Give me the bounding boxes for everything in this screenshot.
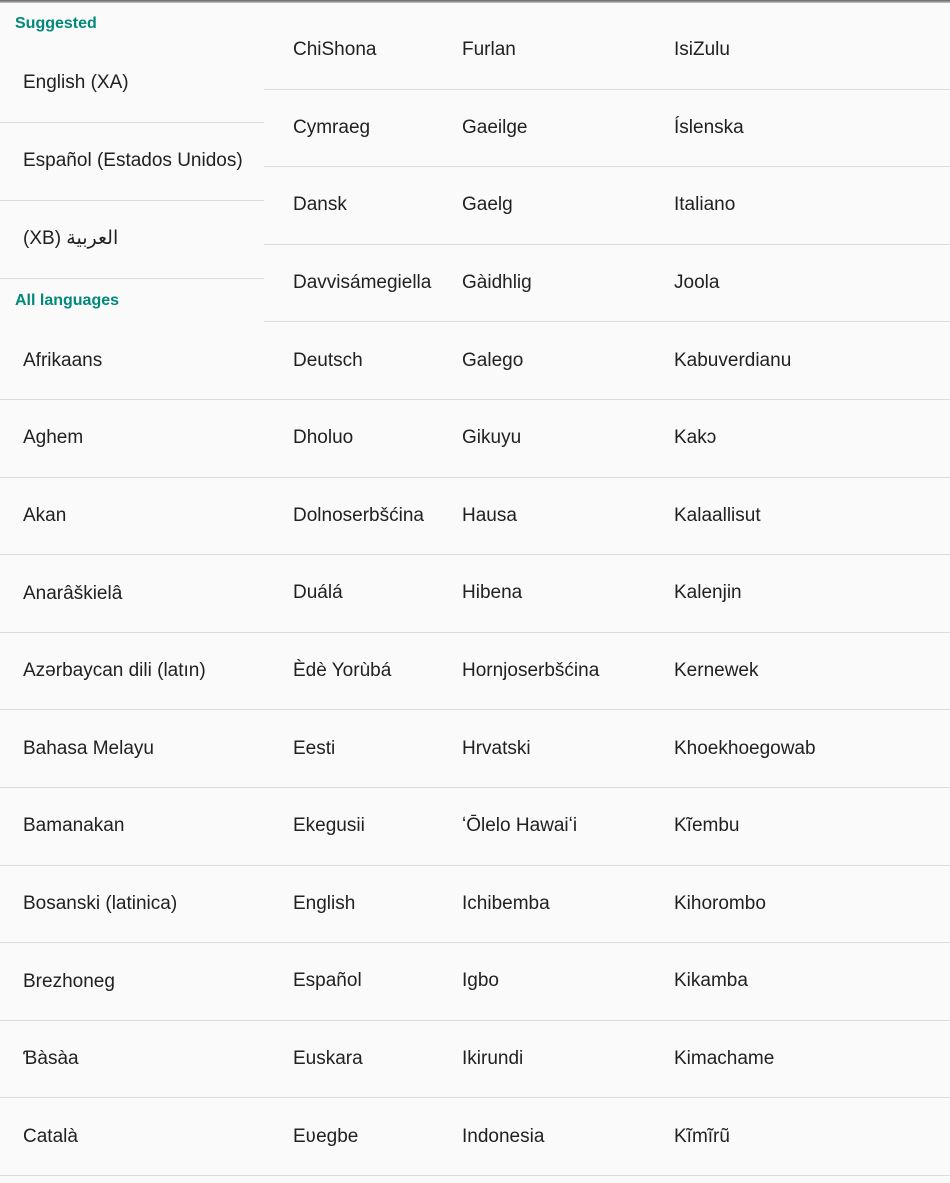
language-label: Deutsch xyxy=(293,349,363,371)
language-label: Dansk xyxy=(293,194,347,216)
language-item[interactable] xyxy=(434,555,646,633)
suggested-header: Suggested xyxy=(15,15,97,32)
language-label: Brezhoneg xyxy=(23,970,115,992)
language-item[interactable] xyxy=(434,245,646,323)
language-item[interactable] xyxy=(264,1098,434,1176)
language-label: Anarâškielâ xyxy=(23,582,123,604)
language-label: Cymraeg xyxy=(293,116,371,138)
language-label: Español (Estados Unidos) xyxy=(23,150,243,172)
language-item[interactable] xyxy=(434,1098,646,1176)
language-label: Dolnoserbšćina xyxy=(293,504,424,526)
language-label: Dholuo xyxy=(293,427,354,449)
language-label: Kihorombo xyxy=(674,892,766,914)
language-item[interactable] xyxy=(264,90,434,168)
language-item[interactable] xyxy=(646,90,950,168)
language-item[interactable] xyxy=(0,711,264,789)
language-item[interactable] xyxy=(264,245,434,323)
top-edge-shadow xyxy=(0,0,950,3)
language-item[interactable] xyxy=(646,788,950,866)
language-label: Èdè Yorùbá xyxy=(293,660,392,682)
language-item[interactable] xyxy=(646,12,950,90)
language-item[interactable] xyxy=(0,1021,264,1099)
language-label: Bamanakan xyxy=(23,815,125,837)
language-item[interactable] xyxy=(264,12,434,90)
language-label: Gàidhlig xyxy=(462,272,532,294)
language-label: Kalaallisut xyxy=(674,504,761,526)
language-label: Khoekhoegowab xyxy=(674,737,816,759)
language-item[interactable] xyxy=(434,12,646,90)
language-label: Aghem xyxy=(23,427,84,449)
language-label: Davvisámegiella xyxy=(293,272,432,294)
language-item[interactable] xyxy=(264,555,434,633)
language-item[interactable] xyxy=(264,478,434,556)
language-item[interactable] xyxy=(646,322,950,400)
language-label: Eʋegbe xyxy=(293,1125,359,1147)
language-item[interactable] xyxy=(0,633,264,711)
language-item[interactable] xyxy=(0,943,264,1021)
language-item[interactable] xyxy=(434,710,646,788)
language-item[interactable] xyxy=(264,167,434,245)
language-item[interactable] xyxy=(434,1021,646,1099)
language-label: Kimachame xyxy=(674,1048,775,1070)
language-item[interactable] xyxy=(646,866,950,944)
language-item[interactable] xyxy=(434,943,646,1021)
language-label: Kĩmĩrũ xyxy=(674,1125,730,1147)
language-item[interactable] xyxy=(0,1099,264,1177)
language-item[interactable] xyxy=(264,322,434,400)
language-label: Joola xyxy=(674,272,720,294)
suggested-item[interactable] xyxy=(0,45,264,123)
language-item[interactable] xyxy=(264,866,434,944)
language-label: Igbo xyxy=(462,970,499,992)
language-label: Ɓàsàa xyxy=(23,1048,79,1070)
language-label: Bosanski (latinica) xyxy=(23,892,178,914)
language-label: ChiShona xyxy=(293,39,377,61)
language-label: Kabuverdianu xyxy=(674,349,792,371)
language-item[interactable] xyxy=(646,943,950,1021)
language-label: Furlan xyxy=(462,39,516,61)
language-label: English xyxy=(293,892,356,914)
language-item[interactable] xyxy=(264,788,434,866)
language-item[interactable] xyxy=(646,167,950,245)
language-item[interactable] xyxy=(0,555,264,633)
language-label: Bahasa Melayu xyxy=(23,737,154,759)
language-label: Kalenjin xyxy=(674,582,742,604)
suggested-item[interactable] xyxy=(0,201,264,279)
language-label: Hibena xyxy=(462,582,523,604)
language-item[interactable] xyxy=(434,167,646,245)
language-label: Afrikaans xyxy=(23,349,103,371)
language-item[interactable] xyxy=(434,322,646,400)
language-item[interactable] xyxy=(646,1021,950,1099)
language-label: Ekegusii xyxy=(293,815,365,837)
all-languages-header: All languages xyxy=(15,292,120,309)
language-item[interactable] xyxy=(0,788,264,866)
language-label: Kakɔ xyxy=(674,427,717,449)
language-label: Català xyxy=(23,1125,78,1147)
language-item[interactable] xyxy=(264,400,434,478)
language-item[interactable] xyxy=(264,710,434,788)
language-label: Duálá xyxy=(293,582,343,604)
language-label: ʻŌlelo Hawaiʻi xyxy=(462,815,578,837)
language-item[interactable] xyxy=(0,478,264,556)
language-label: Ichibemba xyxy=(462,892,550,914)
language-label: Galego xyxy=(462,349,524,371)
language-label: Hornjoserbšćina xyxy=(462,660,600,682)
language-label: Kernewek xyxy=(674,660,759,682)
language-item[interactable] xyxy=(0,866,264,944)
language-item[interactable] xyxy=(0,323,264,401)
language-label: Eesti xyxy=(293,737,336,759)
language-label: Gaelg xyxy=(462,194,513,216)
language-label: Ikirundi xyxy=(462,1048,524,1070)
language-item[interactable] xyxy=(264,633,434,711)
language-item[interactable] xyxy=(646,400,950,478)
language-label: العربية (XB) xyxy=(23,228,119,250)
language-item[interactable] xyxy=(434,788,646,866)
language-item[interactable] xyxy=(646,555,950,633)
language-item[interactable] xyxy=(264,943,434,1021)
suggested-item[interactable] xyxy=(0,123,264,201)
language-label: Azərbaycan dili (latın) xyxy=(23,660,206,682)
language-item[interactable] xyxy=(646,245,950,323)
language-label: Hrvatski xyxy=(462,737,531,759)
language-label: Euskara xyxy=(293,1048,363,1070)
language-item[interactable] xyxy=(264,1021,434,1099)
language-item[interactable] xyxy=(646,633,950,711)
language-item[interactable] xyxy=(434,90,646,168)
language-label: IsiZulu xyxy=(674,39,730,61)
language-label: Hausa xyxy=(462,504,517,526)
language-item[interactable] xyxy=(646,478,950,556)
language-label: Gikuyu xyxy=(462,427,522,449)
language-item[interactable] xyxy=(434,400,646,478)
language-label: Akan xyxy=(23,504,67,526)
language-item[interactable] xyxy=(646,710,950,788)
language-label: Kikamba xyxy=(674,970,748,992)
language-label: Gaeilge xyxy=(462,116,528,138)
language-label: Español xyxy=(293,970,362,992)
language-item[interactable] xyxy=(646,1098,950,1176)
language-label: Indonesia xyxy=(462,1125,545,1147)
language-item[interactable] xyxy=(434,866,646,944)
language-item[interactable] xyxy=(0,400,264,478)
language-item[interactable] xyxy=(434,633,646,711)
language-label: Kĩembu xyxy=(674,815,740,837)
language-item[interactable] xyxy=(434,478,646,556)
language-label: English (XA) xyxy=(23,72,129,94)
language-label: Italiano xyxy=(674,194,736,216)
language-label: Íslenska xyxy=(674,116,744,138)
